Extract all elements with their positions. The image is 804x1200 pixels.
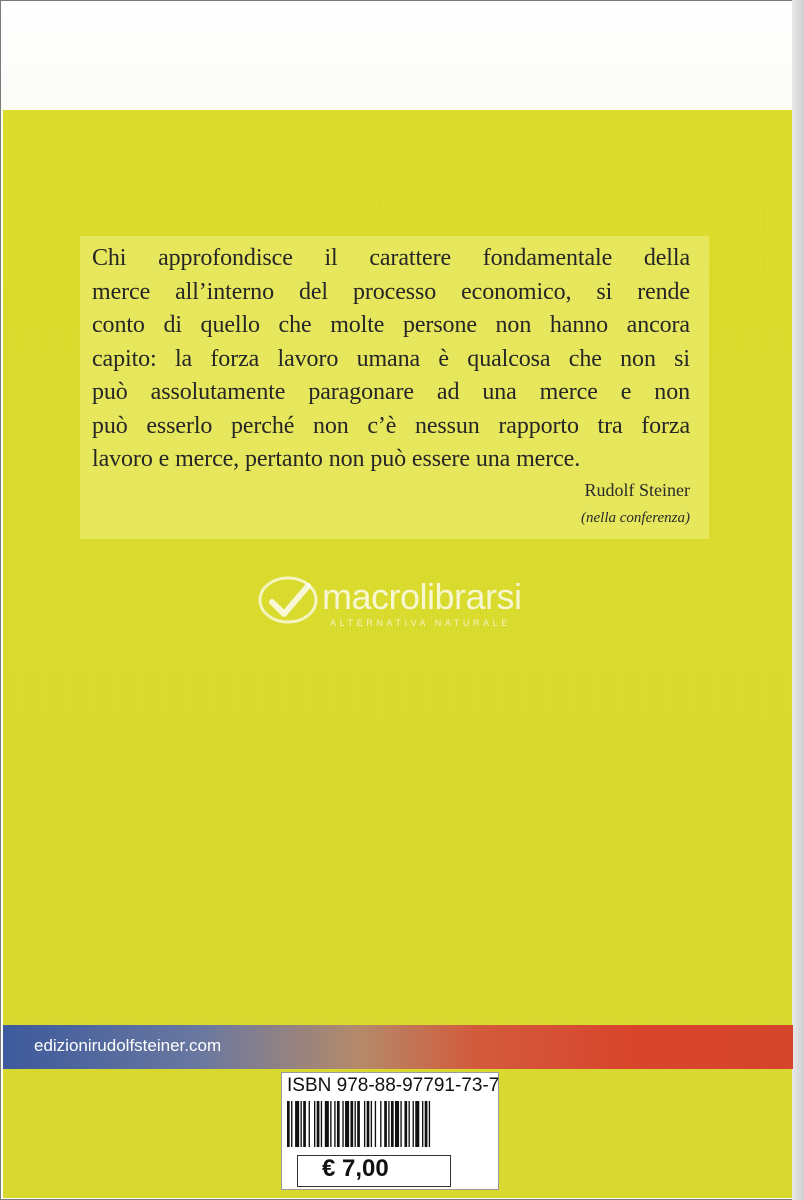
quote-line: conto di quello che molte persone non hanno ancora xyxy=(92,312,690,338)
watermark xyxy=(256,572,556,632)
barcode-bar xyxy=(309,1101,310,1147)
barcode-bar xyxy=(345,1101,349,1147)
barcode-bar xyxy=(287,1101,290,1147)
barcode-bar xyxy=(330,1101,331,1147)
barcode-bar xyxy=(314,1101,315,1147)
barcode-bar xyxy=(429,1101,430,1147)
barcode-bar xyxy=(380,1101,381,1147)
barcode-bar xyxy=(375,1101,376,1147)
barcode-icon xyxy=(285,1101,491,1149)
barcode-bar xyxy=(413,1101,414,1147)
barcode-bar xyxy=(388,1101,389,1147)
barcode-bar xyxy=(334,1101,335,1147)
leaf-check-icon xyxy=(256,574,320,626)
barcode-bar xyxy=(409,1101,410,1147)
price-text: € 7,00 xyxy=(322,1155,389,1182)
barcode-bar xyxy=(384,1101,387,1147)
barcode-bar xyxy=(337,1101,340,1147)
barcode-bar xyxy=(350,1101,353,1147)
barcode-bar xyxy=(303,1101,306,1147)
isbn-text: ISBN 978-88-97791-73-7 xyxy=(287,1075,500,1096)
publisher-website: edizionirudolfsteiner.com xyxy=(34,1036,222,1055)
barcode-bar xyxy=(325,1101,329,1147)
quote-line: Chi approfondisce il carattere fondamentale della xyxy=(92,245,690,271)
watermark-name: macrolibrarsi xyxy=(322,576,522,617)
barcode-bar xyxy=(357,1101,360,1147)
barcode-bar xyxy=(404,1101,407,1147)
quote-author: Rudolf Steiner xyxy=(584,480,690,500)
barcode-bar xyxy=(342,1101,343,1147)
barcode-bar xyxy=(371,1101,372,1147)
barcode-bar xyxy=(422,1101,423,1147)
quote-line: può esserlo perché non c’è nessun rapporto tra forza xyxy=(92,412,690,439)
barcode-bar xyxy=(367,1101,370,1147)
barcode-bar xyxy=(301,1101,302,1147)
barcode-bar xyxy=(395,1101,399,1147)
barcode-bar xyxy=(425,1101,428,1147)
barcode-bar xyxy=(364,1101,365,1147)
quote-text xyxy=(92,242,690,477)
quote-line: lavoro e merce, pertanto non può essere una merce. xyxy=(92,446,581,472)
quote-author-note: (nella conferenza) xyxy=(581,510,690,526)
barcode-bar xyxy=(321,1101,322,1147)
barcode-bar xyxy=(391,1101,394,1147)
quote-line: capito: la forza lavoro umana è qualcosa che non si xyxy=(92,345,690,372)
barcode-bar xyxy=(317,1101,320,1147)
quote-line: merce all’interno del processo economico, si rende xyxy=(92,278,690,305)
barcode-bar xyxy=(291,1101,292,1147)
barcode-bar xyxy=(355,1101,356,1147)
quote-line: può assolutamente paragonare ad una merce e non xyxy=(92,379,690,405)
barcode-bar xyxy=(415,1101,419,1147)
book-spine-edge xyxy=(792,0,804,1200)
barcode-bar xyxy=(400,1101,401,1147)
watermark-tagline: ALTERNATIVA NATURALE xyxy=(330,618,511,628)
barcode-bar xyxy=(295,1101,299,1147)
